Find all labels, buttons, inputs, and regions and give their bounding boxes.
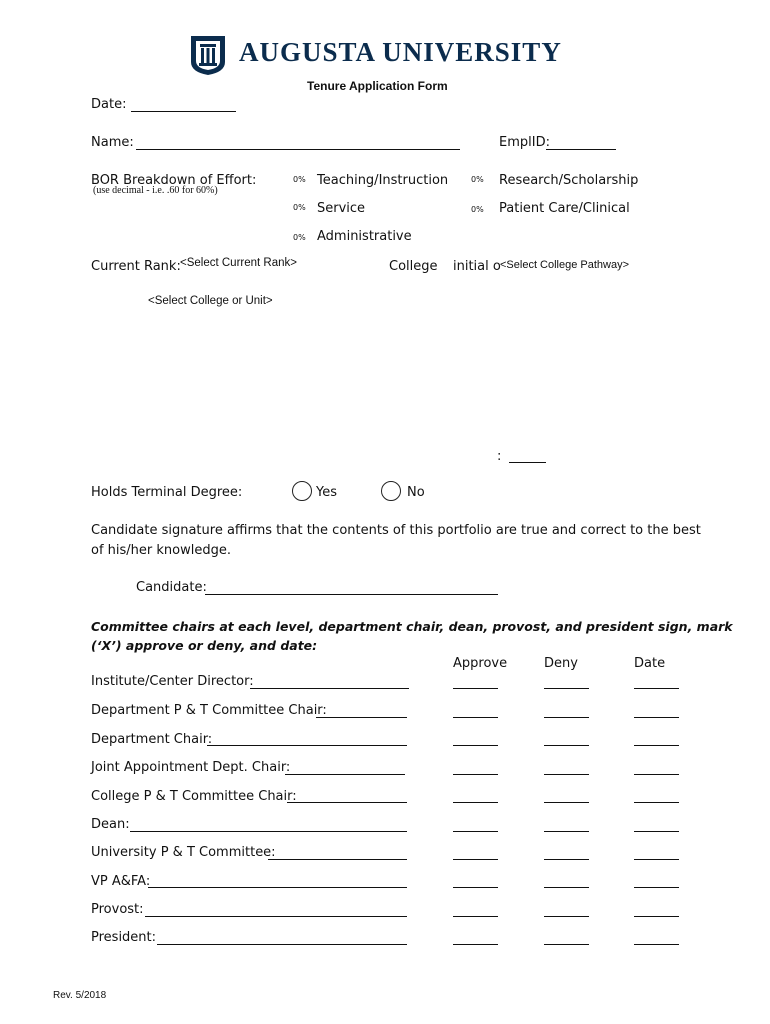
signature-field[interactable] (316, 717, 407, 718)
date-field[interactable] (634, 774, 679, 775)
administrative-label: Administrative (317, 229, 412, 244)
patient-care-pct[interactable]: 0% (471, 205, 484, 214)
date-field[interactable] (634, 831, 679, 832)
col-approve-header: Approve (453, 656, 508, 671)
administrative-pct[interactable]: 0% (293, 233, 306, 242)
date-field[interactable] (634, 944, 679, 945)
deny-field[interactable] (544, 859, 589, 860)
college-label: College (389, 259, 438, 274)
date-field[interactable] (131, 111, 236, 112)
approve-field[interactable] (453, 887, 498, 888)
teaching-pct[interactable]: 0% (293, 175, 306, 184)
no-label: No (407, 485, 425, 500)
col-deny-header: Deny (544, 656, 578, 671)
approve-field[interactable] (453, 859, 498, 860)
deny-field[interactable] (544, 944, 589, 945)
date-field[interactable] (634, 887, 679, 888)
approve-field[interactable] (453, 831, 498, 832)
approve-field[interactable] (453, 688, 498, 689)
name-label: Name: (91, 135, 134, 150)
no-radio[interactable] (381, 481, 401, 501)
bor-hint: (use decimal - i.e. .60 for 60%) (93, 185, 218, 196)
row-label: College P & T Committee Chair: (91, 789, 297, 804)
row-label: President: (91, 930, 157, 945)
deny-field[interactable] (544, 802, 589, 803)
affirmation-line-2: of his/her knowledge. (91, 543, 231, 558)
research-label: Research/Scholarship (499, 173, 639, 188)
university-shield-icon (189, 34, 227, 76)
signature-field[interactable] (207, 745, 407, 746)
research-pct[interactable]: 0% (471, 175, 484, 184)
approve-field[interactable] (453, 802, 498, 803)
date-field[interactable] (634, 802, 679, 803)
approve-field[interactable] (453, 944, 498, 945)
date-field[interactable] (634, 916, 679, 917)
name-field[interactable] (136, 149, 460, 150)
college-unit-select[interactable]: <Select College or Unit> (148, 295, 273, 307)
approve-field[interactable] (453, 916, 498, 917)
deny-field[interactable] (544, 717, 589, 718)
teaching-label: Teaching/Instruction (317, 173, 449, 188)
emplid-label: EmplID: (499, 135, 550, 150)
row-label: Department P & T Committee Chair: (91, 703, 327, 718)
current-rank-label: Current Rank: (91, 259, 181, 274)
signature-field[interactable] (250, 688, 409, 689)
emplid-field[interactable] (546, 149, 616, 150)
signature-field[interactable] (287, 802, 407, 803)
service-label: Service (317, 201, 366, 216)
terminal-degree-label: Holds Terminal Degree: (91, 485, 243, 500)
date-field[interactable] (634, 717, 679, 718)
yes-label: Yes (316, 485, 337, 500)
row-label: Dean: (91, 817, 130, 832)
college-pathway-select[interactable]: <Select College Pathway> (500, 259, 630, 271)
date-field[interactable] (634, 745, 679, 746)
yes-radio[interactable] (292, 481, 312, 501)
colon-field[interactable] (509, 462, 546, 463)
row-label: Joint Appointment Dept. Chair: (91, 760, 291, 775)
deny-field[interactable] (544, 688, 589, 689)
current-rank-select[interactable]: <Select Current Rank> (180, 257, 297, 269)
affirmation-line-1: Candidate signature affirms that the contents of this portfolio are true and correct to the best (91, 523, 701, 538)
colon-label: : (497, 449, 502, 464)
deny-field[interactable] (544, 916, 589, 917)
row-label: Institute/Center Director: (91, 674, 254, 689)
candidate-label: Candidate: (136, 580, 207, 595)
date-field[interactable] (634, 688, 679, 689)
initial-label: initial o (453, 259, 501, 274)
deny-field[interactable] (544, 887, 589, 888)
signature-field[interactable] (130, 831, 407, 832)
bor-label: BOR Breakdown of Effort: (91, 173, 257, 188)
approve-field[interactable] (453, 745, 498, 746)
committee-instructions-line-1: Committee chairs at each level, department chair, dean, provost, and president sign, mark (91, 619, 733, 634)
candidate-signature-field[interactable] (205, 594, 498, 595)
service-pct[interactable]: 0% (293, 203, 306, 212)
deny-field[interactable] (544, 831, 589, 832)
col-date-header: Date (634, 656, 666, 671)
signature-field[interactable] (148, 887, 407, 888)
patient-care-label: Patient Care/Clinical (499, 201, 630, 216)
committee-instructions-line-2: (‘X’) approve or deny, and date: (91, 638, 318, 653)
signature-field[interactable] (145, 916, 407, 917)
approve-field[interactable] (453, 774, 498, 775)
row-label: Provost: (91, 902, 144, 917)
approve-field[interactable] (453, 717, 498, 718)
row-label: VP A&FA: (91, 874, 151, 889)
deny-field[interactable] (544, 745, 589, 746)
deny-field[interactable] (544, 774, 589, 775)
signature-field[interactable] (268, 859, 407, 860)
university-name: AUGUSTA UNIVERSITY (239, 37, 562, 67)
signature-field[interactable] (157, 944, 407, 945)
form-title: Tenure Application Form (307, 79, 448, 93)
signature-field[interactable] (285, 774, 405, 775)
row-label: University P & T Committee: (91, 845, 276, 860)
date-label: Date: (91, 97, 127, 112)
date-field[interactable] (634, 859, 679, 860)
row-label: Department Chair: (91, 732, 213, 747)
revision-note: Rev. 5/2018 (53, 990, 107, 1001)
